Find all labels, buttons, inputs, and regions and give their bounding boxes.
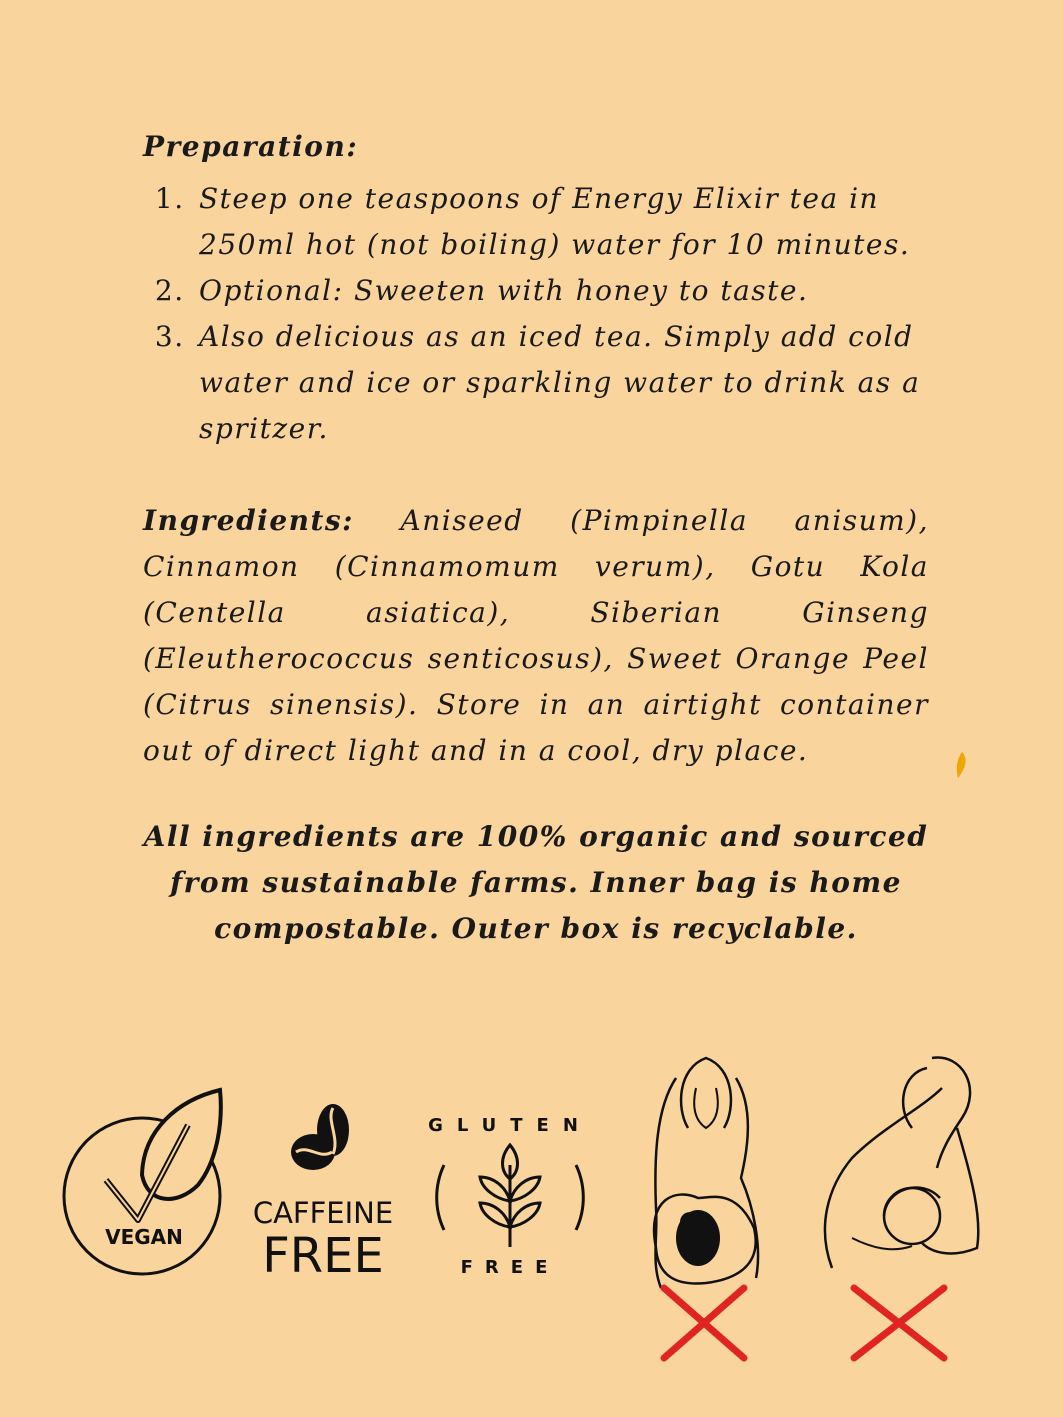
vegan-badge: [58, 1085, 230, 1280]
label-content: [143, 124, 929, 774]
organic-statement: All ingredients are 100% organic and sourced from sustainable farms. Inner bag is home compostable. Outer box is recyclable.: [143, 820, 929, 945]
caffeine-free-label: FREE: [262, 1228, 384, 1284]
caffeine-free-badge: [248, 1100, 398, 1282]
caffeine-label: CAFFEINE: [252, 1196, 394, 1230]
preparation-step: 1. Steep one teaspoons of Energy Elixir tea in 250ml hot (not boiling) water for 10 minutes.: [195, 176, 929, 268]
gluten-label: GLUTEN: [428, 1115, 592, 1136]
coffee-bean-icon: [248, 1100, 398, 1180]
ingredients-paragraph: [143, 498, 929, 774]
preparation-step: 3. Also delicious as an iced tea. Simply add cold water and ice or sparkling water to drink as a spritzer.: [195, 314, 929, 452]
pregnant-woman-icon: [636, 1048, 776, 1366]
breastfeeding-mother-icon: [812, 1048, 984, 1366]
no-pregnancy-badge: [636, 1048, 776, 1366]
orange-leaf-icon: [954, 752, 968, 782]
ingredients-heading: Ingredients:: [143, 504, 355, 537]
ingredients-text: Aniseed (Pimpinella anisum), Cinnamon (Cinnamomum verum), Gotu Kola (Centella asiatica), Siberian Ginseng (Eleutherococcus senticosus), Sweet Orange Peel (Citrus sinensis). Store in an airtight container out of direct light and in a cool, dry place.: [143, 504, 929, 767]
preparation-steps: [143, 176, 929, 452]
preparation-step: 2. Optional: Sweeten with honey to taste.: [195, 268, 929, 314]
vegan-label: VEGAN: [105, 1225, 183, 1249]
gluten-free-label: FREE: [460, 1257, 560, 1278]
gluten-free-badge: [424, 1105, 596, 1285]
preparation-heading: Preparation:: [143, 130, 359, 163]
no-breastfeeding-badge: [812, 1048, 984, 1366]
vegan-leaf-check-icon: [58, 1085, 230, 1280]
